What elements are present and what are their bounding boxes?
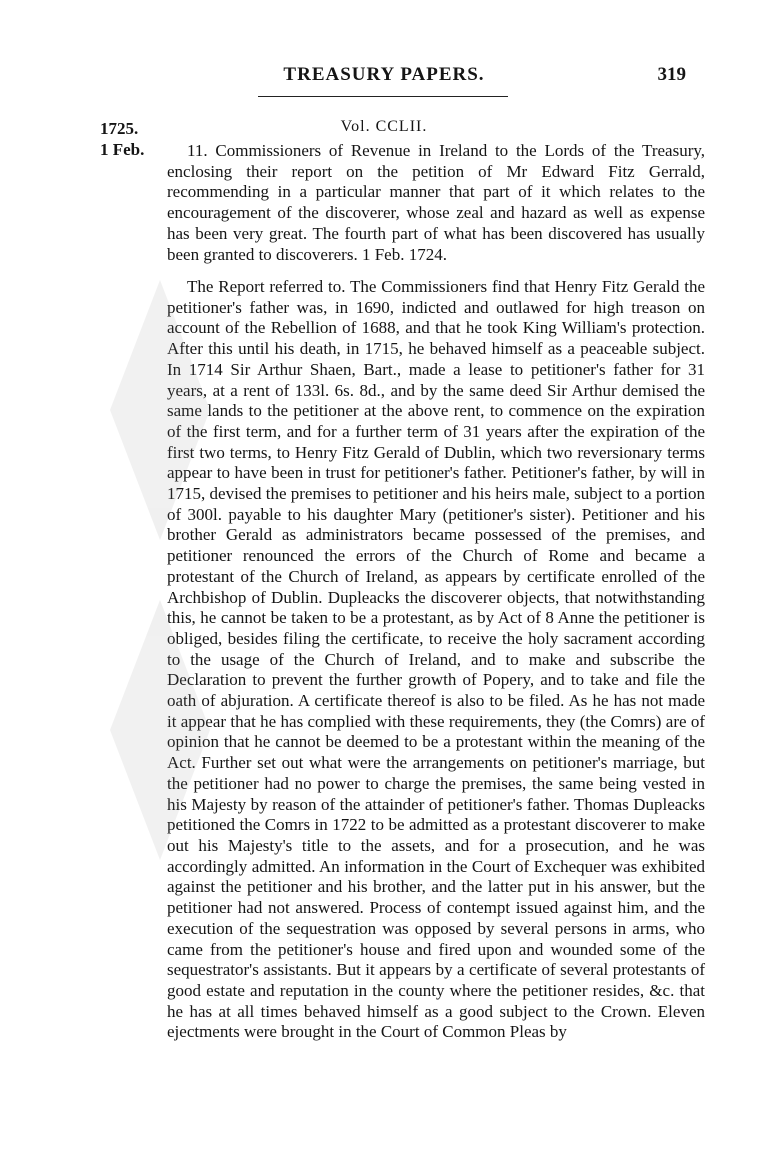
running-title: TREASURY PAPERS. [283,64,485,85]
margin-date: 1 Feb. [100,140,145,159]
header-divider [258,96,508,97]
page-number: 319 [657,64,686,85]
margin-year: 1725. [100,119,139,138]
entry-paragraph: 11. Commissioners of Revenue in Ireland to the Lords of the Treasury, enclosing their report on the petition of Mr Edward Fitz Gerrald, recommending in a particular manner that part of it which relates to the encouragement of the discoverer, whose zeal and hazard as well as expense has been very great. The fourth part of what has been discovered has usually been granted to discoverers. 1 Feb. 1724. [167,141,705,264]
volume-heading: Vol. CCLII. [340,118,428,135]
report-paragraph: The Report referred to. The Commissioners find that Henry Fitz Gerald the petitioner's father was, in 1690, indicted and outlawed for high treason on account of the Rebellion of 1688, and that he took King William's protection. After this until his death, in 1715, he behaved himself as a peaceable subject. In 1714 Sir Arthur Shaen, Bart., made a lease to petitioner's father for 31 years, at a rent of 133l. 6s. 8d., and by the same deed Sir Arthur demised the same lands to the petitioner at the above rent, to commence on the expiration of the first term, and for a further term of 31 years after the expiration of the first two terms, to Henry Fitz Gerald of Dublin, which two reversionary terms appear to have been in trust for petitioner's father. Petitioner's father, by will in 1715, devised the premises to petitioner and his heirs male, subject to a portion of 300l. payable to his daughter Mary (petitioner's sister). Petitioner and his brother Gerald as administrators became possessed of the premises, and petitioner renounced the errors of the Church of Rome and became a protestant of the Church of Ireland, as appears by certificate enrolled of the Archbishop of Dublin. Dupleacks the discoverer objects, that notwithstanding this, he cannot be taken to be a protestant, as by Act of 8 Anne the petitioner is obliged, besides filing the certificate, to receive the holy sacrament according to the usage of the Church of Ireland, and to make and subscribe the Declaration to prevent the further growth of Popery, and to take and file the oath of abjuration. A certificate thereof is also to be filed. As he has not made it appear that he has complied with these requirements, they (the Comrs) are of opinion that he cannot be deemed to be a protestant within the meaning of the Act. Further set out what were the arrangements on petitioner's marriage, but the petitioner had no power to charge the premises, the same being vested in his Majesty by reason of the attainder of petitioner's father. Thomas Dupleacks petitioned the Comrs in 1722 to be admitted as a protestant discoverer to make out his Majesty's title to the assets, and for a prosecution, and he was accordingly admitted. An information in the Court of Exchequer was exhibited against the petitioner and his brother, and the latter put in his answer, but the petitioner had not answered. Process of contempt issued against him, and the execution of the sequestration was opposed by several persons in arms, who came from the petitioner's house and fired upon and wounded some of the sequestrator's assistants. But it appears by a certificate of several protestants of good estate and reputation in the county where the petitioner resides, &c. that he has at all times behaved himself as a good subject to the Crown. Eleven ejectments were brought in the Court of Common Pleas by [167,277,705,1042]
